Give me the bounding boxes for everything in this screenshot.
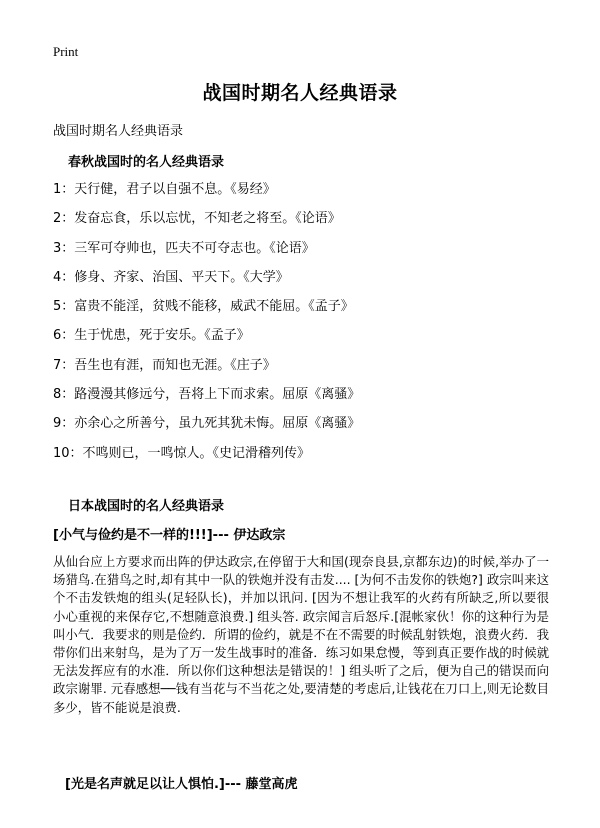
quote-item: 9：亦余心之所善兮，虽九死其犹未悔。屈原《离骚》 (53, 416, 361, 432)
section-heading-japan: 日本战国时的名人经典语录 (68, 499, 225, 514)
quote-item: 8：路漫漫其修远兮，吾将上下而求索。屈原《离骚》 (53, 387, 361, 403)
page-subtitle: 战国时期名人经典语录 (53, 124, 184, 139)
section-heading-spring-autumn: 春秋战国时的名人经典语录 (68, 155, 225, 170)
story-body-date-masamune: 从仙台应上方要求而出阵的伊达政宗,在停留于大和国(现奈良县,京都东边)的时候,举办了一场猎鸟.在猎鸟之时,却有其中一队的铁炮并没有击发.... [为何不击发你的铁炮?] 政宗叫来这个不击发铁炮的组头(足轻队长)，并加以讯问. [因为不想让我军的火药有所缺乏,所以要很小心重视的来保存它,不想随意浪费.] 组头答. 政宗闻言后怒斥.[混帐家伙！你的这种行为是叫小气．我要求的则是俭约．所谓的俭约，就是不在不需要的时候乱射铁炮，浪费火药．我带你们出来射鸟，是为了万一发生战事时的准备．练习如果怠慢，等到真正要作战的时候就无法发挥应有的水准．所以你们这种想法是错误的！] 组头听了之后，便为自己的错误而向政宗谢罪. 元春感想──钱有当花与不当花之处,要清楚的考虑后,让钱花在刀口上,则无论数目多少，皆不能说是浪费. (53, 554, 549, 715)
story-heading-todo-takatora: [光是名声就足以让人惧怕.]--- 藤堂高虎 (65, 777, 298, 792)
quote-item: 7：吾生也有涯，而知也无涯。《庄子》 (53, 357, 276, 373)
quote-item: 3：三军可夺帅也，匹夫不可夺志也。《论语》 (53, 240, 315, 256)
page-title: 战国时期名人经典语录 (202, 82, 398, 104)
quote-list (53, 182, 360, 475)
quote-item: 2：发奋忘食，乐以忘忧，不知老之将至。《论语》 (53, 211, 341, 227)
story-heading-date-masamune: [小气与俭约是不一样的!!!]--- 伊达政宗 (53, 528, 286, 543)
quote-item: 6：生于忧患，死于安乐。《孟子》 (53, 328, 250, 344)
quote-item: 10：不鸣则已，一鸣惊人。《史记滑稽列传》 (53, 445, 311, 461)
quote-item: 1：天行健，君子以自强不息。《易经》 (53, 182, 276, 197)
print-link[interactable]: Print (53, 44, 79, 59)
quote-item: 4：修身、齐家、治国、平天下。《大学》 (53, 269, 289, 285)
quote-item: 5：富贵不能淫，贫贱不能移，威武不能屈。《孟子》 (53, 299, 354, 315)
